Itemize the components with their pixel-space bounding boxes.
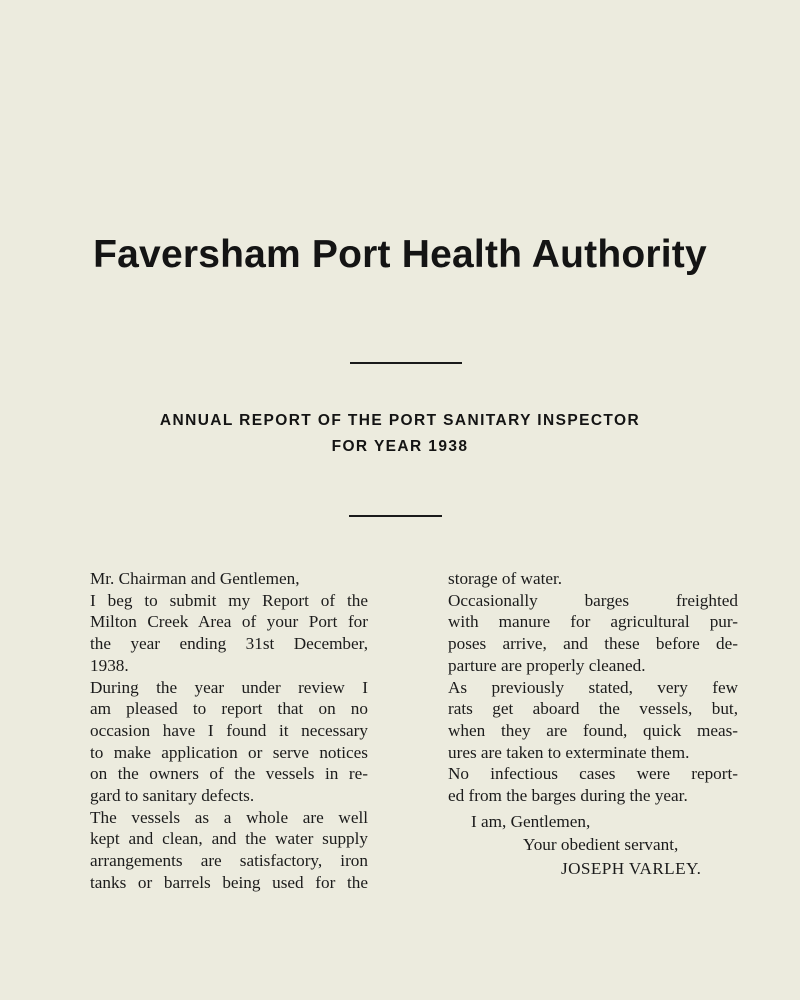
paragraph-vessels-continued [448,568,738,590]
text-line: when they are found, quick meas- [448,720,738,740]
text-line: gard to sanitary defects. [90,786,255,806]
text-line: occasion have I found it necessary [90,720,368,740]
text-line: tanks or barrels being used for the [90,872,368,892]
text-line: parture are properly cleaned. [448,655,646,675]
report-year: FOR YEAR 1938 [331,438,469,455]
text-line: I beg to submit my Report of the [90,590,368,610]
paragraph-rats [448,677,738,764]
divider-bottom [349,515,442,517]
text-line: kept and clean, and the water supply [90,829,368,849]
text-line: 1938. [90,655,129,675]
text-line: No infectious cases were report- [448,764,738,784]
text-line: rats get aboard the vessels, but, [448,699,738,719]
text-line: am pleased to report that on no [90,699,368,719]
text-line: The vessels as a whole are well [90,807,368,827]
closing-greeting: I am, Gentlemen, [471,811,591,831]
text-line: on the owners of the vessels in re- [90,764,368,784]
letter-left-column [90,568,368,894]
text-line: storage of water. [448,569,563,588]
closing-valediction: Your obedient servant, [523,835,679,855]
text-line: During the year under review I [90,677,368,697]
page-title: Faversham Port Health Authority [93,233,707,276]
text-line: ed from the barges during the year. [448,786,688,806]
text-line: to make application or serve notices [90,742,368,762]
paragraph-vessels [90,807,368,894]
signature-name: JOSEPH VARLEY. [561,859,702,879]
paragraph-infectious-cases [448,763,738,806]
salutation: Mr. Chairman and Gentlemen, [90,569,300,588]
text-line: As previously stated, very few [448,677,738,697]
text-line: Occasionally barges freighted [448,590,738,610]
text-line: with manure for agricultural pur- [448,612,738,632]
paragraph-submission [90,590,368,677]
text-line: arrangements are satisfactory, iron [90,851,368,871]
text-line: the year ending 31st December, [90,634,368,654]
text-line: ures are taken to exterminate them. [448,742,690,762]
letter-closing [448,811,738,880]
text-line: poses arrive, and these before de- [448,634,738,654]
text-line: Milton Creek Area of your Port for [90,612,368,632]
report-subtitle: ANNUAL REPORT OF THE PORT SANITARY INSPECTOR [159,412,641,429]
paragraph-review [90,677,368,807]
letter-right-column [448,568,738,880]
divider-top [350,362,462,364]
paragraph-barges [448,590,738,677]
